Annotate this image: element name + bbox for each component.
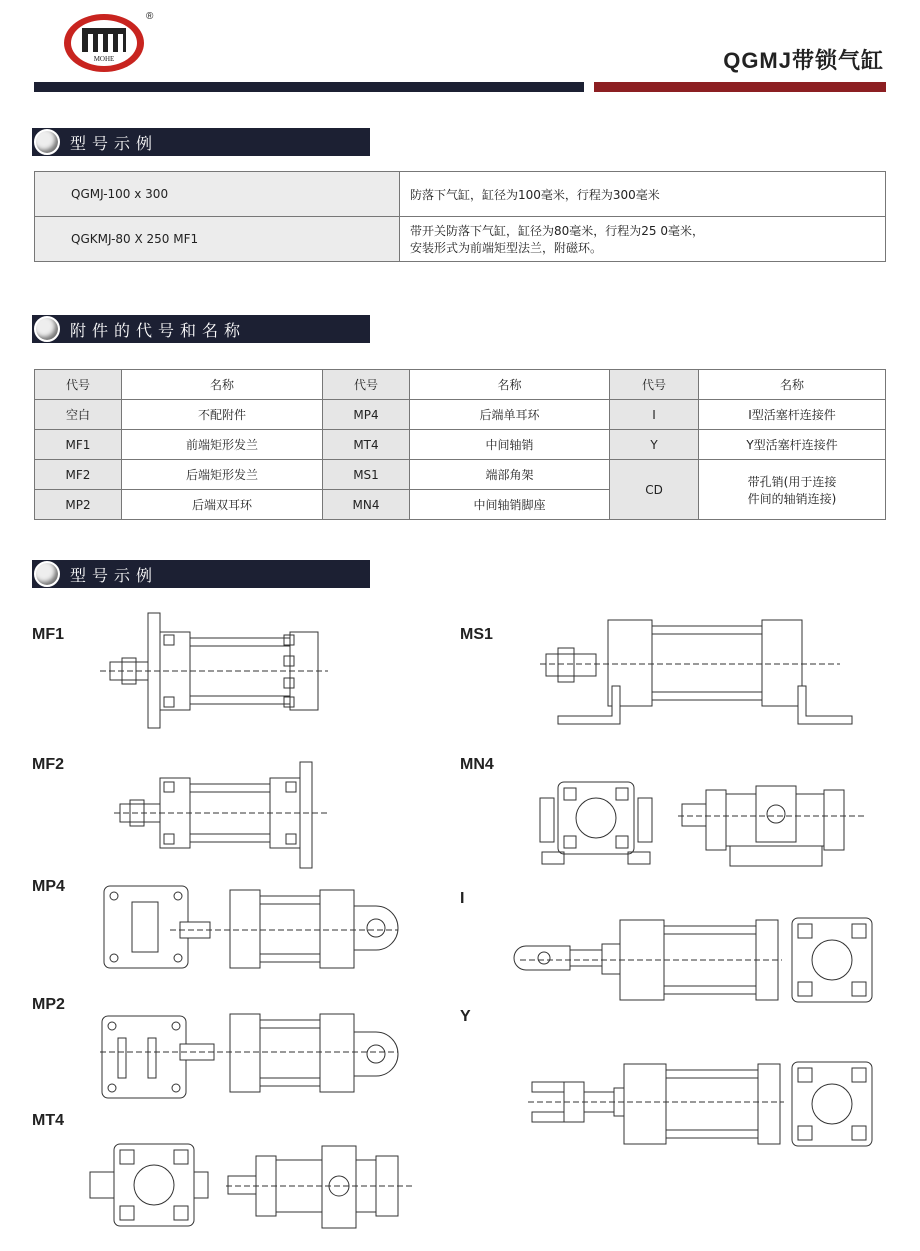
accessory-code-table [34, 369, 886, 520]
table-row: MF2 后端矩形发兰 MS1 端部角架 CD 带孔销(用于连接 件间的轴销连接) [35, 460, 886, 490]
table-header-row: 代号 名称 代号 名称 代号 名称 [35, 370, 886, 400]
diagram-mp4 [100, 880, 400, 985]
bullet-icon [34, 561, 60, 587]
diagram-label-ms1: MS1 [460, 626, 493, 643]
table-row: MF1 前端矩形发兰 MT4 中间轴销 Y Y型活塞杆连接件 [35, 430, 886, 460]
diagram-mf2 [100, 760, 330, 870]
table-row: 空白 不配附件 MP4 后端单耳环 I I型活塞杆连接件 [35, 400, 886, 430]
table-row [35, 217, 886, 262]
table-row [35, 172, 886, 217]
mohe-logo [62, 8, 152, 74]
section-heading-model-example: 型号示例 [32, 128, 370, 156]
header-bar-red [594, 82, 886, 92]
model-example-table [34, 171, 886, 262]
diagram-label-mf1: MF1 [32, 626, 64, 643]
table-row: MP2 后端双耳环 MN4 中间轴销脚座 [35, 490, 886, 520]
diagram-mf1 [100, 608, 330, 733]
model-description: 防落下气缸，缸径为100毫米，行程为300毫米 [400, 172, 886, 217]
bullet-icon [34, 316, 60, 342]
diagram-label-mf2: MF2 [32, 756, 64, 773]
model-code: QGKMJ-80 X 250 MF1 [35, 217, 400, 262]
diagram-mp2 [100, 1008, 400, 1108]
diagram-mt4 [86, 1136, 416, 1236]
diagram-label-mt4: MT4 [32, 1112, 64, 1129]
diagram-label-i: I [460, 890, 465, 907]
registered-mark: ® [146, 11, 154, 22]
header-bar-dark [34, 82, 584, 92]
diagram-label-y: Y [460, 1008, 471, 1025]
model-description: 带开关防落下气缸，缸径为80毫米，行程为25 0毫米， 安装形式为前端矩型法兰，附磁环。 [400, 217, 886, 262]
page-title: QGMJ带锁气缸 [723, 48, 884, 73]
diagram-i-joint [520, 912, 890, 1008]
bullet-icon [34, 129, 60, 155]
diagram-label-mp2: MP2 [32, 996, 65, 1013]
logo-brand-text: MOHE [93, 55, 115, 63]
diagram-label-mn4: MN4 [460, 756, 494, 773]
model-code: QGMJ-100 x 300 [35, 172, 400, 217]
diagram-y-joint [528, 1056, 890, 1152]
section-heading-accessories: 附件的代号和名称 [32, 315, 370, 343]
diagram-mn4 [534, 776, 870, 872]
section-heading-mounting-examples: 型号示例 [32, 560, 370, 588]
diagram-ms1 [540, 612, 870, 727]
diagram-label-mp4: MP4 [32, 878, 65, 895]
